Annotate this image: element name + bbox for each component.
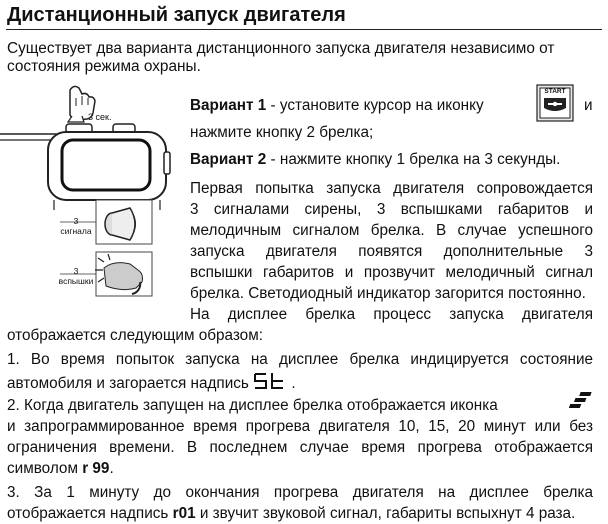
item3-line-2 <box>7 505 575 523</box>
flash-count-label <box>56 266 96 286</box>
body-line-3: мелодичным сигналом брелка. В случае успешного <box>190 222 593 239</box>
body-line-1: Первая попытка запуска двигателя сопровождается <box>190 180 593 197</box>
item2-line-2: и запрограммированное время прогрева двигателя 10, 15, 20 минут или без <box>7 418 593 435</box>
engine-running-graphic <box>566 391 596 413</box>
item2-line-1: 2. Когда двигатель запущен на дисплее брелка отображается иконка <box>7 397 498 414</box>
item1-end: . <box>291 375 296 392</box>
body-line-6: брелка. Светодиодный индикатор загорится постоянно. <box>190 285 586 302</box>
item3-line-1: 3. За 1 минуту до окончания прогрева двигателя на дисплее брелка <box>7 484 593 501</box>
body-line-4: запуска двигателя появятся дополнительные 3 <box>190 243 593 260</box>
item3-symbol: r01 <box>172 505 196 522</box>
body-line-2: 3 сигналами сирены, 3 вспышками габаритов и <box>190 201 593 218</box>
variant1-tail: и <box>584 97 593 114</box>
item3-text: и звучит звуковой сигнал, габариты вспыхнут 4 раза. <box>195 505 576 522</box>
segment-display-start-icon <box>253 372 287 390</box>
item2-end: . <box>109 460 114 477</box>
body-line-7: На дисплее брелка процесс запуска двигателя <box>190 306 593 323</box>
variant2-label: Вариант 2 <box>190 151 267 168</box>
variant1-label: Вариант 1 <box>190 97 267 114</box>
variant2-text: - нажмите кнопку 1 брелка на 3 секунды. <box>266 151 561 168</box>
variant1-line <box>190 97 484 115</box>
item2-symbol-prefix: символом <box>7 460 83 477</box>
flash-count: 3 <box>73 266 79 276</box>
hold-duration-label: 3 сек. <box>88 112 112 122</box>
item2-symbol: r 99 <box>82 460 110 477</box>
item2-line-4 <box>7 460 114 478</box>
item3-prefix: отображается надпись <box>7 505 173 522</box>
start-icon <box>536 84 574 122</box>
siren-count: 3 <box>73 216 79 226</box>
variant2-line <box>190 151 560 169</box>
display-intro-line: отображается следующим образом: <box>7 327 263 344</box>
body-line-5: вспышки габаритов и прозвучит мелодичный сигнал <box>190 264 593 281</box>
page-title: Дистанционный запуск двигателя <box>7 4 346 26</box>
item1-text: автомобиля и загорается надпись <box>7 375 249 392</box>
variant1-line-2: нажмите кнопку 2 брелка; <box>190 124 374 141</box>
item1-line-1: 1. Во время попыток запуска на дисплее брелка индицируется состояние <box>7 351 593 368</box>
item2-line-3: ограничения времени. В последнем случае время прогрева отображается <box>7 439 593 456</box>
siren-word: сигнала <box>60 226 92 236</box>
title-divider <box>6 29 602 30</box>
variant1-text: - установите курсор на иконку <box>266 97 484 114</box>
flash-word: вспышки <box>58 276 94 286</box>
start-icon-label: START <box>544 88 566 95</box>
intro-line-2: состояния режима охраны. <box>7 58 201 75</box>
siren-count-label <box>58 216 94 236</box>
engine-running-icon <box>566 391 596 413</box>
intro-line-1: Существует два варианта дистанционного запуска двигателя независимо от <box>7 40 555 57</box>
item1-line-2 <box>7 372 296 393</box>
